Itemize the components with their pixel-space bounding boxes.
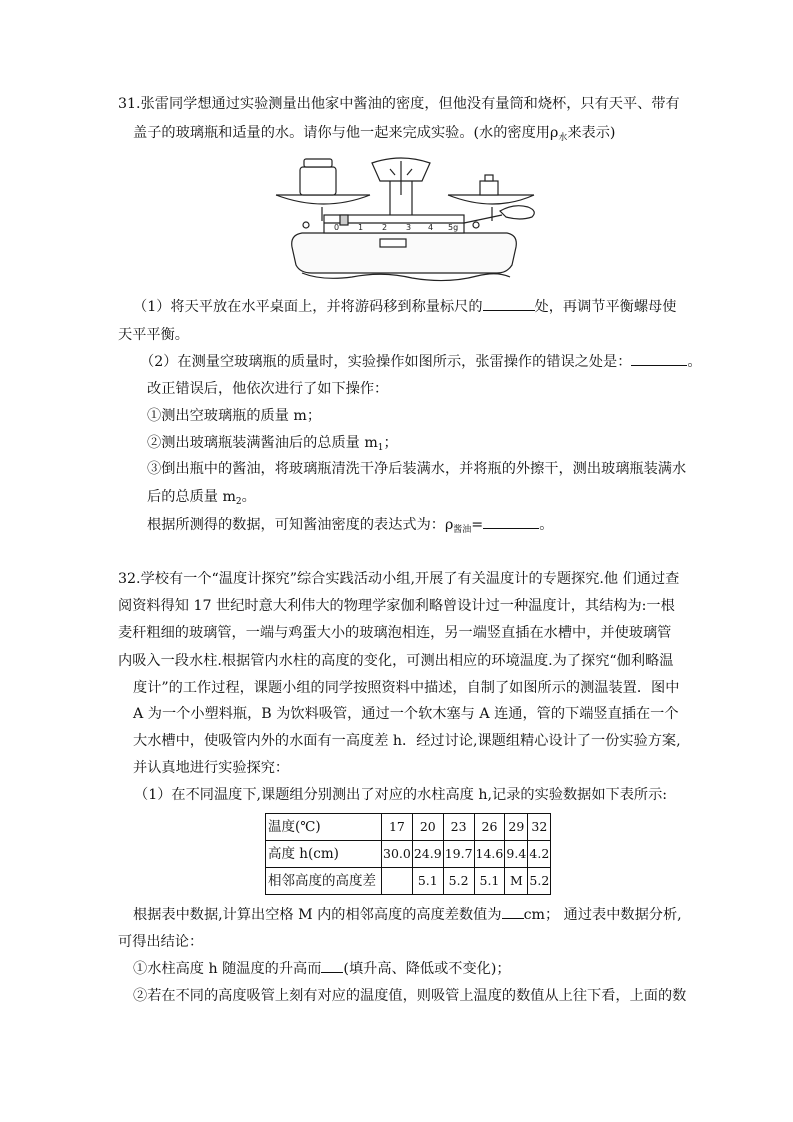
q32-line-1: 32.学校有一个“温度计探究”综合实践活动小组,开展了有关温度计的专题探究.他 们通过查: [118, 571, 680, 587]
ruler-tick-1: 1: [358, 223, 364, 232]
q31-part-1-tail: 处，再调节平衡螺母使: [534, 299, 677, 315]
q31-expression-tail: 。: [539, 517, 554, 533]
diff-cell: 5.1: [412, 868, 443, 895]
q31-part-1-line-2: 天平平衡。: [118, 327, 189, 343]
q32-conclusion-2: ②若在不同的高度吸管上刻有对应的温度值，则吸管上温度的数值从上往下看，上面的数: [133, 988, 687, 1004]
table-row-height: [266, 841, 551, 868]
diff-cell-m: M: [505, 868, 528, 895]
ruler-tick-2: 2: [382, 223, 388, 232]
q31-step-2-tail: ；: [383, 435, 398, 451]
table-row-temperature: [266, 814, 551, 841]
height-cell: 30.0: [382, 841, 413, 868]
data-table: [265, 813, 551, 895]
q32-analysis-text: 根据表中数据,计算出空格 M 内的相邻高度的高度差数值为: [133, 907, 502, 923]
q31-density-expression: [147, 514, 553, 540]
q31-rho-water-subscript: 水: [558, 133, 568, 143]
q32-line-7: 大水槽中，使吸管内外的水面有一高度差 h．经过讨论,课题组精心设计了一份实验方案,: [133, 733, 681, 749]
ruler-tick-3: 3: [406, 223, 412, 232]
q32-part-1: （1）在不同温度下,课题组分别测出了对应的水柱高度 h,记录的实验数据如下表所示:: [134, 787, 668, 803]
temp-cell: 29: [505, 814, 528, 841]
q31-blank-2[interactable]: [631, 351, 687, 366]
q31-part-2-line-1: [140, 351, 702, 372]
height-cell: 24.9: [412, 841, 443, 868]
ruler-tick-0: 0: [334, 223, 340, 232]
q31-line-2: [133, 123, 615, 148]
q31-step-3-line-2: [147, 487, 256, 512]
q32-conclusion-1: [133, 958, 511, 979]
diff-cell: 5.2: [443, 868, 474, 895]
height-cell: 14.6: [474, 841, 505, 868]
q31-step-3: ③倒出瓶中的酱油，将玻璃瓶清洗干净后装满水，并将瓶的外擦干，测出玻璃瓶装满水: [147, 461, 687, 477]
q32-conclusion-1-text: ①水柱高度 h 随温度的升高而: [133, 961, 322, 977]
q31-part-2-text: （2）在测量空玻璃瓶的质量时，实验操作如图所示，张雷操作的错误之处是：: [140, 354, 632, 370]
q31-line-2-tail: 来表示): [567, 125, 616, 141]
height-cell: 9.4: [505, 841, 528, 868]
q31-step-2-subscript: 1: [377, 443, 384, 453]
temp-cell: 17: [382, 814, 413, 841]
temp-cell: 26: [474, 814, 505, 841]
ruler-tick-4: 4: [428, 223, 434, 232]
q32-line-8: 并认真地进行实验探究：: [133, 760, 290, 776]
q31-part-1-line-1: [133, 296, 676, 317]
row-header-temperature: 温度(℃): [266, 814, 382, 841]
q32-line-6: A 为一个小塑料瓶，B 为饮料吸管，通过一个软木塞与 A 连通，管的下端竖直插在一个: [133, 706, 679, 722]
height-cell: 19.7: [443, 841, 474, 868]
q32-line-2: 阅资料得知 17 世纪时意大利伟大的物理学家伽利略曾设计过一种温度计，其结构为:一根: [118, 598, 675, 614]
q31-rho-soy-subscript: 酱油: [453, 525, 472, 535]
q31-part-2-line-2: 改正错误后，他依次进行了如下操作：: [147, 381, 389, 397]
q31-step-2-text: ②测出玻璃瓶装满酱油后的总质量 m: [147, 435, 378, 451]
q32-line-5: 度计”的工作过程，课题小组的同学按照资料中描述，自制了如图所示的测温装置．图中: [133, 680, 680, 696]
height-cell: 4.2: [528, 841, 551, 868]
q32-analysis-tail: cm； 通过表中数据分析,: [523, 907, 682, 923]
q31-step-3-text: 后的总质量 m: [147, 489, 236, 505]
table-row-difference: [266, 868, 551, 895]
q32-conclusion-1-tail: (填升高、降低或不变化)；: [343, 961, 511, 977]
q31-part-2-tail: 。: [687, 354, 702, 370]
q31-line-1: 31.张雷同学想通过实验测量出他家中酱油的密度，但他没有量筒和烧杯，只有天平、带有: [118, 96, 680, 112]
q32-table-analysis-line-2: 可得出结论：: [118, 934, 204, 950]
q31-blank-3[interactable]: [483, 514, 539, 529]
q32-line-4: 内吸入一段水柱.根据管内水柱的高度的变化，可测出相应的环境温度.为了探究“伽利略温: [118, 653, 674, 669]
q31-step-3-subscript: 2: [235, 497, 242, 507]
q31-step-3-tail: 。: [241, 489, 256, 505]
diff-cell: [382, 868, 413, 895]
temp-cell: 20: [412, 814, 443, 841]
temp-cell: 23: [443, 814, 474, 841]
q31-step-2: [147, 433, 398, 458]
q31-step-1: ①测出空玻璃瓶的质量 m；: [147, 408, 322, 424]
diff-cell: 5.1: [474, 868, 505, 895]
q32-blank-m[interactable]: [502, 904, 524, 919]
row-header-height: 高度 h(cm): [266, 841, 382, 868]
q31-expression-equals: =: [471, 517, 484, 533]
q31-line-2-text: 盖子的玻璃瓶和适量的水。请你与他一起来完成实验。(水的密度用ρ: [133, 125, 559, 141]
balance-scale-figure: [262, 155, 544, 285]
q31-blank-1[interactable]: [483, 296, 535, 311]
q32-blank-trend[interactable]: [321, 958, 343, 973]
temp-cell: 32: [528, 814, 551, 841]
q32-table-analysis-line-1: [133, 904, 682, 925]
ruler-tick-5: 5g: [448, 223, 459, 232]
q31-part-1-text: （1）将天平放在水平桌面上，并将游码移到称量标尺的: [133, 299, 483, 315]
q31-expression-text: 根据所测得的数据，可知酱油密度的表达式为：ρ: [147, 517, 454, 533]
row-header-difference: 相邻高度的高度差: [266, 868, 382, 895]
diff-cell: 5.2: [528, 868, 551, 895]
q32-line-3: 麦秆粗细的玻璃管，一端与鸡蛋大小的玻璃泡相连，另一端竖直插在水槽中，并使玻璃管: [118, 625, 672, 641]
